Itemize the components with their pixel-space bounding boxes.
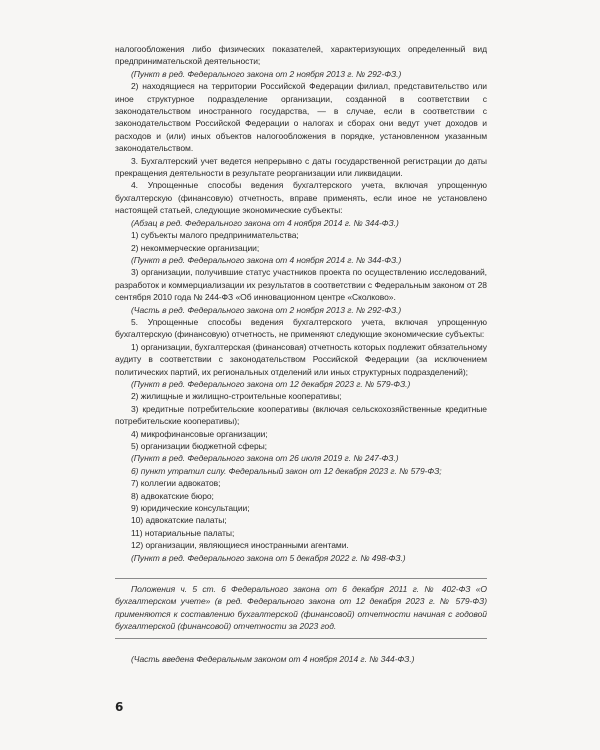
- list-item: 4) микрофинансовые организации;: [131, 428, 268, 439]
- document-page: [115, 43, 487, 665]
- amendment-note: (Пункт в ред. Федерального закона от 2 ноября 2013 г. № 292-ФЗ.): [131, 68, 402, 79]
- document-body: [115, 43, 487, 564]
- list-item: 7) коллегии адвокатов;: [131, 478, 221, 489]
- amendment-note: (Пункт в ред. Федерального закона от 26 июля 2019 г. № 247-ФЗ.): [131, 453, 399, 464]
- paragraph: 2) находящиеся на территории Российской Федерации филиал, представительство или иное структурное подразделение организации, созданной в соответствии с законодательством иностранного государства, — в случае, если в соответствии с законодательством Российской Федерации о налогах и сборах они ведут учет доходов и расходов и (или) иных объектов налогообложения в порядке, установленном указанным законодательством.: [115, 81, 487, 154]
- paragraph: 3) организации, получившие статус участников проекта по осуществлению исследований, разработок и коммерциализации их результатов в соответствии с Федеральным законом от 28 сентября 2010 года № 244-ФЗ «Об инновационном центре «Сколково».: [115, 267, 487, 303]
- paragraph: налогообложения либо физических показателей, характеризующих определенный вид предпринимательской деятельности;: [115, 44, 487, 67]
- amendment-note: (Пункт в ред. Федерального закона от 12 декабря 2023 г. № 579-ФЗ.): [131, 378, 411, 389]
- paragraph: 3) кредитные потребительские кооперативы (включая сельскохозяйственные кредитные потребительские кооперативы);: [115, 403, 487, 427]
- page-number: 6: [115, 700, 124, 714]
- list-item: 5) организации бюджетной сферы;: [131, 441, 267, 451]
- editorial-note: Положения ч. 5 ст. 6 Федерального закона от 6 декабря 2011 г. № 402-ФЗ «О бухгалтерском учете» (в ред. Федерального закона от 12 декабря 2023 г. № 579-ФЗ) применяются к составлению бухгалтерской (финансовой) отчетности начиная с годовой бухгалтерской (финансовой) отчетности за 2023 год.: [115, 578, 487, 639]
- list-item: 2) жилищные и жилищно-строительные кооперативы;: [131, 391, 342, 402]
- paragraph: 3. Бухгалтерский учет ведется непрерывно с даты государственной регистрации до даты прекращения деятельности в результате реорганизации или ликвидации.: [115, 155, 487, 179]
- list-item: 11) нотариальные палаты;: [131, 527, 235, 538]
- amendment-note: (Часть в ред. Федерального закона от 2 ноября 2013 г. № 292-ФЗ.): [131, 304, 402, 315]
- amendment-note: 6) пункт утратил силу. Федеральный закон от 12 декабря 2023 г. № 579-ФЗ;: [131, 465, 442, 476]
- list-item: 2) некоммерческие организации;: [131, 242, 260, 253]
- amendment-note: (Пункт в ред. Федерального закона от 4 ноября 2014 г. № 344-ФЗ.): [131, 254, 402, 265]
- amendment-note: (Абзац в ред. Федерального закона от 4 ноября 2014 г. № 344-ФЗ.): [131, 217, 399, 228]
- amendment-note: (Пункт в ред. Федерального закона от 5 декабря 2022 г. № 498-ФЗ.): [131, 552, 406, 563]
- list-item: 8) адвокатские бюро;: [131, 490, 214, 501]
- list-item: 1) субъекты малого предпринимательства;: [131, 230, 299, 241]
- list-item: 12) организации, являющиеся иностранными агентами.: [131, 540, 349, 551]
- amendment-note: (Часть введена Федеральным законом от 4 ноября 2014 г. № 344-ФЗ.): [131, 653, 415, 664]
- list-item: 10) адвокатские палаты;: [131, 515, 227, 526]
- paragraph: 1) организации, бухгалтерская (финансовая) отчетность которых подлежит обязательному аудиту в соответствии с законодательством Российской Федерации (за исключением политических партий, их региональных отделений или иных структурных подразделений);: [115, 341, 487, 377]
- list-item: 9) юридические консультации;: [131, 503, 250, 514]
- paragraph: 5. Упрощенные способы ведения бухгалтерского учета, включая упрощенную бухгалтерскую (финансовую) отчетность, не применяют следующие экономические субъекты:: [115, 316, 487, 340]
- paragraph: 4. Упрощенные способы ведения бухгалтерского учета, включая упрощенную бухгалтерскую (финансовую) отчетность, вправе применять, если иное не установлено настоящей статьей, следующие экономические субъекты:: [115, 180, 487, 216]
